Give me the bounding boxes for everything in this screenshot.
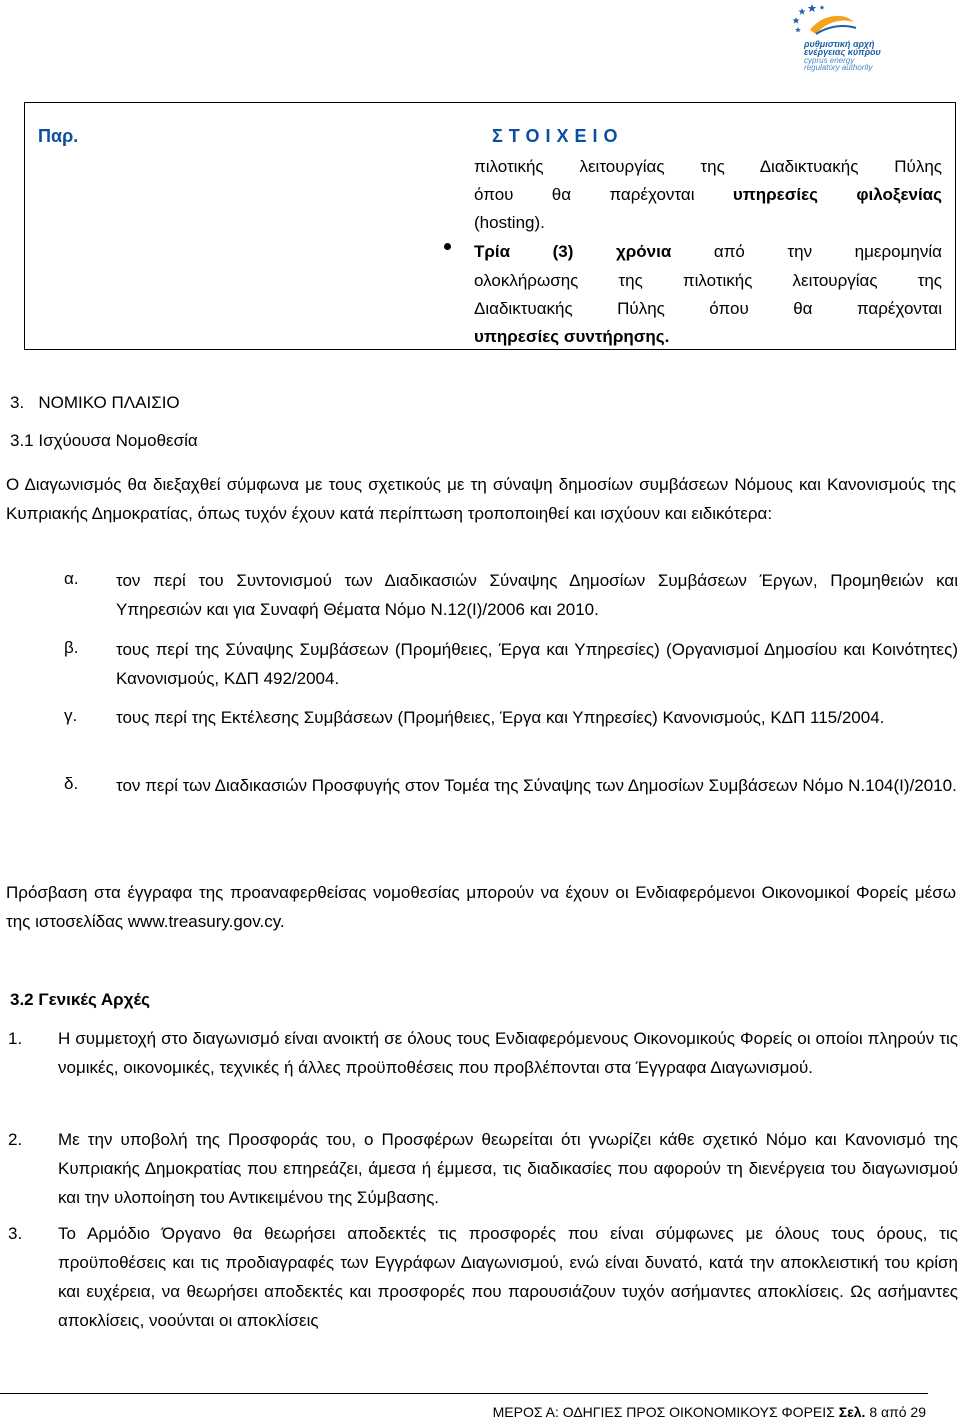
logo-line-4: regulatory authority (804, 63, 873, 72)
footer-section: ΜΕΡΟΣ Α: ΟΔΗΓΙΕΣ ΠΡΟΣ ΟΙΚΟΝΟΜΙΚΟΥΣ ΦΟΡΕΙΣ (492, 1404, 835, 1420)
list-item-label: α. (64, 569, 79, 588)
footer-rule (0, 1393, 928, 1394)
access-paragraph: Πρόσβαση στα έγγραφα της προαναφερθείσας νομοθεσίας μπορούν να έχουν οι Ενδιαφερόμενοι Οικονομικοί Φορείς μέσω της ιστοσελίδας www.treasury.gov.cy. (6, 883, 956, 931)
list-item-label: β. (64, 638, 79, 657)
principle-text: Με την υποβολή της Προσφοράς του, ο Προσφέρων θεωρείται ότι γνωρίζει κάθε σχετικό Νόμο και Κανονισμό της Κυπριακής Δημοκρατίας που επηρεάζει, άμεσα ή έμμεσα, τις διαδικασίες που αφορούν τη διενέργεια του διαγωνισμού και την υλοποίηση του Αντικειμένου της Σύμβασης. (58, 1130, 958, 1207)
logo-line-1: ρυθμιστική αρχή (804, 39, 875, 49)
list-item-label: γ. (64, 706, 78, 725)
footer-page-label: Σελ. (838, 1404, 866, 1420)
table-cell-line: υπηρεσίες συντήρησης. (474, 327, 670, 346)
principle-number: 1. (8, 1029, 23, 1048)
logo-line-2: ενέργειας κύπρου (804, 47, 881, 57)
bullet-icon (444, 243, 451, 250)
principle-text: Το Αρμόδιο Όργανο θα θεωρήσει αποδεκτές τις προσφορές που είναι σύμφωνες με όλους τους όρους, τις προϋποθέσεις και τις προδιαγραφές των Εγγράφων Διαγωνισμού, ενώ είναι δυνατό, κατά την αποκλειστική του κρίση και ευχέρεια, να θεωρήσει αποδεκτές και προσφορές που παρουσιάζουν τυχόν ασήμαντες αποκλίσεις. Ως ασήμαντες αποκλίσεις, νοούνται οι αποκλίσεις (58, 1224, 958, 1330)
list-item-text: τον περί του Συντονισμού των Διαδικασιών Σύναψης Δημοσίων Συμβάσεων Έργων, Προμηθειών και Υπηρεσιών και για Συναφή Θέματα Νόμο Ν.12(Ι)/2006 και 2010. (116, 571, 958, 619)
section-heading: 3. ΝΟΜΙΚΟ ΠΛΑΙΣΙΟ (10, 393, 180, 412)
subsection-heading: 3.1 Ισχύουσα Νομοθεσία (10, 431, 198, 450)
footer-page-number: 8 από 29 (869, 1404, 926, 1420)
table-cell-line: Τρία (3) χρόνια από την ημερομηνία (474, 242, 942, 261)
page-footer (493, 1404, 926, 1420)
list-item-label: δ. (64, 774, 79, 793)
table-cell-line: Διαδικτυακής Πύλης όπου θα παρέχονται (474, 299, 942, 318)
principle-number: 2. (8, 1130, 23, 1149)
list-item-text: τον περί των Διαδικασιών Προσφυγής στον Τομέα της Σύναψης των Δημοσίων Συμβάσεων Νόμο Ν.104(Ι)/2010. (116, 776, 957, 795)
eu-stars-logo-icon (782, 0, 892, 42)
principle-text: Η συμμετοχή στο διαγωνισμό είναι ανοικτή σε όλους τους Ενδιαφερόμενους Οικονομικούς Φορείς οι οποίοι πληρούν τις νομικές, οικονομικές, τεχνικές ή άλλες προϋποθέσεις που προβλέπονται στα Έγγραφα Διαγωνισμού. (58, 1029, 958, 1077)
table-header-stoixeio: ΣΤΟΙΧΕΙΟ (492, 126, 624, 146)
logo-line-3: cyprus energy (804, 56, 855, 65)
cera-logo (782, 0, 892, 70)
table-cell-line: πιλοτικής λειτουργίας της Διαδικτυακής Πύλης (474, 157, 942, 176)
intro-paragraph: Ο Διαγωνισμός θα διεξαχθεί σύμφωνα με τους σχετικούς με τη σύναψη δημοσίων συμβάσεων Νόμους και Κανονισμούς της Κυπριακής Δημοκρατίας, όπως τυχόν έχουν κατά περίπτωση τροποποιηθεί και ισχύουν και ειδικότερα: (6, 475, 956, 523)
list-item-text: τους περί της Σύναψης Συμβάσεων (Προμήθειες, Έργα και Υπηρεσίες) (Οργανισμοί Δημοσίου και Κοινότητες) Κανονισμούς, ΚΔΠ 492/2004. (116, 640, 958, 688)
table-cell-line: όπου θα παρέχονται υπηρεσίες φιλοξενίας (474, 185, 942, 204)
table-cell-line: ολοκλήρωσης της πιλοτικής λειτουργίας της (474, 271, 942, 290)
principle-number: 3. (8, 1224, 23, 1243)
list-item-text: τους περί της Εκτέλεσης Συμβάσεων (Προμήθειες, Έργα και Υπηρεσίες) Κανονισμούς, ΚΔΠ 115/2004. (116, 708, 885, 727)
subsection-heading: 3.2 Γενικές Αρχές (10, 990, 150, 1009)
table-cell-line: (hosting). (474, 213, 545, 232)
table-header-par: Παρ. (38, 126, 79, 146)
